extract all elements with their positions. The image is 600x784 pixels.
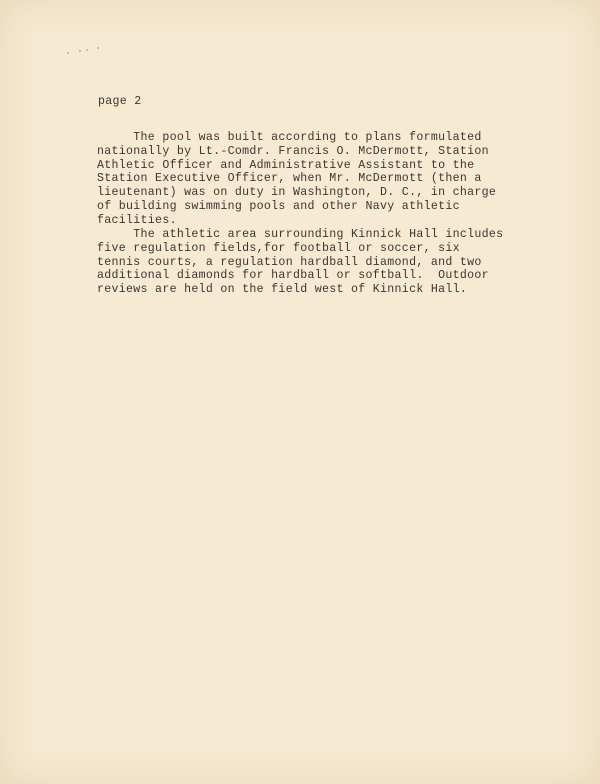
paper-speck xyxy=(97,47,99,49)
paragraph-athletic-area xyxy=(97,228,503,297)
paper-speck xyxy=(67,52,69,54)
paragraph-line: lieutenant) was on duty in Washington, D. C., in charge xyxy=(97,186,497,200)
paper-speck xyxy=(79,50,81,52)
paragraph-line: five regulation fields,for football or soccer, six xyxy=(97,241,460,255)
paragraph-line: tennis courts, a regulation hardball diamond, and two xyxy=(97,255,482,269)
page-number: page 2 xyxy=(98,95,142,108)
paragraph-line: nationally by Lt.-Comdr. Francis O. McDermott, Station xyxy=(97,144,489,158)
paragraph-line: The pool was built according to plans formulated xyxy=(97,131,482,144)
paragraph-line: Station Executive Officer, when Mr. McDermott (then a xyxy=(97,172,482,186)
paragraph-line: Athletic Officer and Administrative Assistant to the xyxy=(97,158,475,172)
paragraph-line: additional diamonds for hardball or softball. Outdoor xyxy=(97,269,489,283)
paper-speck xyxy=(86,49,88,51)
paragraph-line: The athletic area surrounding Kinnick Hall includes xyxy=(97,228,504,241)
paragraph-line: of building swimming pools and other Navy athletic xyxy=(97,199,460,213)
paragraph-line: reviews are held on the field west of Kinnick Hall. xyxy=(97,283,468,297)
paragraph-line: facilities. xyxy=(97,213,177,227)
paragraph-pool xyxy=(97,131,496,228)
